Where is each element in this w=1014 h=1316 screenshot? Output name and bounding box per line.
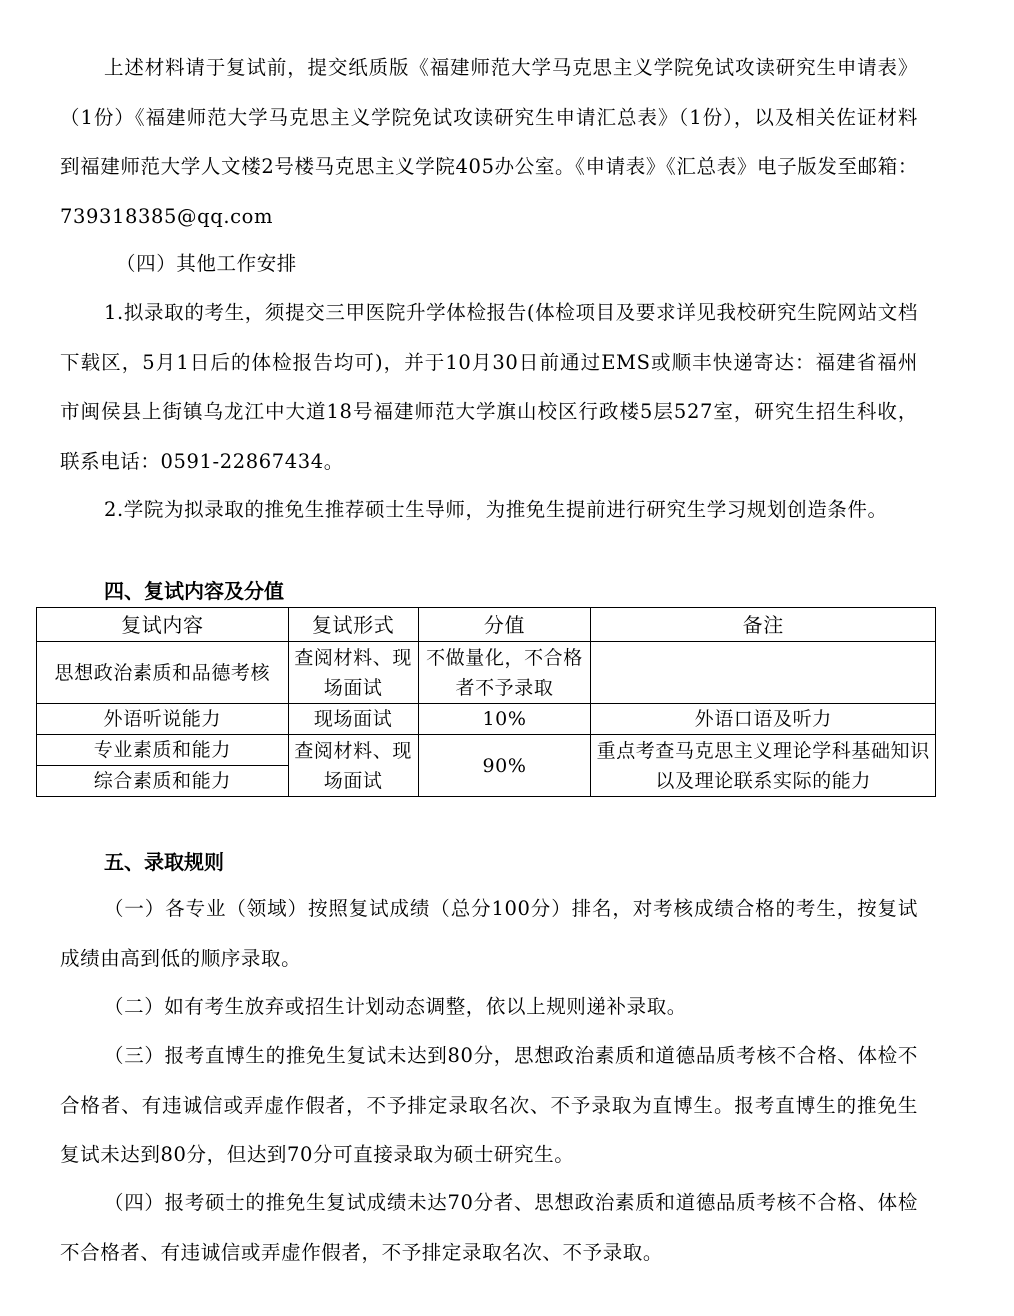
header-content: 复试内容 [37, 608, 289, 642]
review-score-table [36, 607, 936, 797]
table-row [37, 735, 936, 766]
cell-note [591, 642, 936, 704]
admission-rule-2: （二）如有考生放弃或招生计划动态调整，依以上规则递补录取。 [104, 995, 687, 1018]
table-header-row [37, 608, 936, 642]
admission-rule-3: （三）报考直博生的推免生复试未达到80分，思想政治素质和道德品质考核不合格、体检不合格者、有违诚信或弄虚作假者，不予排定录取名次、不予录取为直博生。报考直博生的推免生复试未达到80分，但达到70分可直接录取为硕士研究生。 [60, 1044, 918, 1167]
cell-content: 综合素质和能力 [37, 766, 289, 797]
cell-form: 查阅材料、现场面试 [288, 642, 418, 704]
cell-content: 专业素质和能力 [37, 735, 289, 766]
header-note: 备注 [591, 608, 936, 642]
admission-rule-4: （四）报考硕士的推免生复试成绩未达70分者、思想政治素质和道德品质考核不合格、体检不合格者、有违诚信或弄虚作假者，不予排定录取名次、不予录取。 [60, 1191, 918, 1264]
medical-report-paragraph: 1.拟录取的考生，须提交三甲医院升学体检报告(体检项目及要求详见我校研究生院网站文档下载区，5月1日后的体检报告均可)，并于10月30日前通过EMS或顺丰快递寄达：福建省福州市闽侯县上街镇乌龙江中大道18号福建师范大学旗山校区行政楼5层527室，研究生招生科收，联系电话：0591-22867434。 [60, 301, 918, 473]
table-row [37, 704, 936, 735]
cell-content: 外语听说能力 [37, 704, 289, 735]
materials-submission-paragraph: 上述材料请于复试前，提交纸质版《福建师范大学马克思主义学院免试攻读研究生申请表》（1份）《福建师范大学马克思主义学院免试攻读研究生申请汇总表》（1份），以及相关佐证材料到福建师范大学人文楼2号楼马克思主义学院405办公室。《申请表》《汇总表》电子版发至邮箱：739318385@qq.com [60, 56, 918, 228]
section-4-heading: 四、复试内容及分值 [104, 579, 284, 603]
cell-note: 外语口语及听力 [591, 704, 936, 735]
cell-score: 10% [418, 704, 591, 735]
section-5-heading: 五、录取规则 [104, 850, 224, 874]
other-arrangements-subheading: （四）其他工作安排 [116, 252, 297, 275]
cell-score: 不做量化，不合格者不予录取 [418, 642, 591, 704]
header-form: 复试形式 [288, 608, 418, 642]
table-row [37, 642, 936, 704]
supervisor-paragraph: 2.学院为拟录取的推免生推荐硕士生导师，为推免生提前进行研究生学习规划创造条件。 [104, 498, 888, 521]
cell-score: 90% [418, 735, 591, 797]
cell-content: 思想政治素质和品德考核 [37, 642, 289, 704]
admission-rule-1: （一）各专业（领域）按照复试成绩（总分100分）排名，对考核成绩合格的考生，按复试成绩由高到低的顺序录取。 [60, 897, 918, 970]
cell-form: 查阅材料、现场面试 [288, 735, 418, 797]
cell-note: 重点考查马克思主义理论学科基础知识以及理论联系实际的能力 [591, 735, 936, 797]
cell-form: 现场面试 [288, 704, 418, 735]
header-score: 分值 [418, 608, 591, 642]
